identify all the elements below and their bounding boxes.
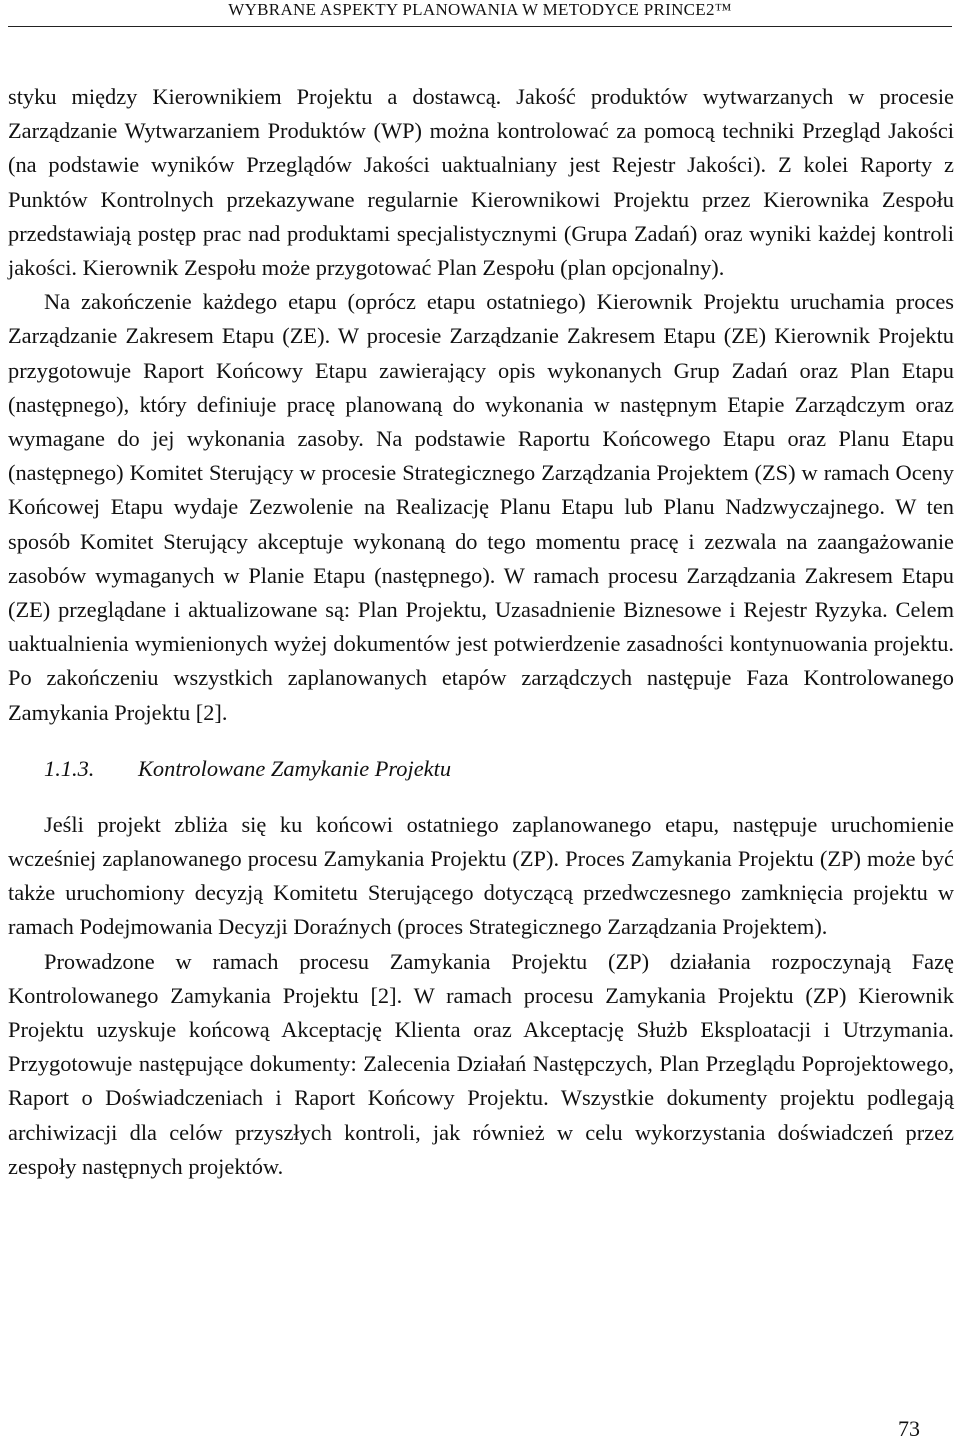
running-header: WYBRANE ASPEKTY PLANOWANIA W METODYCE PRINCE2™ [228, 0, 732, 19]
section-number: 1.1.3. [44, 755, 95, 781]
header-rule [8, 26, 952, 27]
body-text [8, 80, 954, 1184]
section-title: Kontrolowane Zamykanie Projektu [138, 755, 452, 781]
paragraph: Prowadzone w ramach procesu Zamykania Projektu (ZP) działania rozpoczynają Fazę Kontrolowanego Zamykania Projektu [2]. W ramach procesu Zamykania Projektu (ZP) Kierownik Projektu uzyskuje końcową Akceptację Klienta oraz Akceptację Służb Eksploatacji i Utrzymania. Przygotowuje następujące dokumenty: Zalecenia Działań Następczych, Plan Przeglądu Poprojektowego, Raport o Doświadczeniach i Raport Końcowy Projektu. Wszystkie dokumenty projektu podlegają archiwizacji dla celów przyszłych kontroli, jak również w celu wykorzystania doświadczeń przez zespoły następnych projektów. [8, 948, 954, 1179]
section-heading [44, 752, 954, 786]
paragraph-continued: styku między Kierownikiem Projektu a dostawcą. Jakość produktów wytwarzanych w procesie Zarządzanie Wytwarzaniem Produktów (WP) można kontrolować za pomocą techniki Przegląd Jakości (na podstawie wyników Przeglądów Jakości uaktualniany jest Rejestr Jakości). Z kolei Raporty z Punktów Kontrolnych przekazywane regularnie Kierownikowi Projektu przez Kierownika Zespołu przedstawiają postęp prac nad produktami specjalistycznymi (Grupa Zadań) oraz wyniki każdej kontroli jakości. Kierownik Zespołu może przygotować Plan Zespołu (plan opcjonalny). [8, 84, 954, 281]
paragraph: Na zakończenie każdego etapu (oprócz etapu ostatniego) Kierownik Projektu uruchamia proces Zarządzanie Zakresem Etapu (ZE). W procesie Zarządzanie Zakresem Etapu (ZE) Kierownik Projektu przygotowuje Raport Końcowy Etapu zawierający opis wykonanych Grup Zadań oraz Plan Etapu (następnego), który definiuje pracę planowaną do wykonania w następnym Etapie Zarządczym oraz wymagane do jej wykonania zasoby. Na podstawie Raportu Końcowego Etapu oraz Planu Etapu (następnego) Komitet Sterujący w procesie Strategicznego Zarządzania Projektem (ZS) w ramach Oceny Końcowej Etapu wydaje Zezwolenie na Realizację Planu Etapu lub Planu Nadzwyczajnego. W ten sposób Komitet Sterujący akceptuje wykonaną do tego momentu pracę i zezwala na zaangażowanie zasobów wymaganych w Planie Etapu (następnego). W ramach procesu Zarządzania Zakresem Etapu (ZE) przeglądane i aktualizowane są: Plan Projektu, Uzasadnienie Biznesowe i Rejestr Ryzyka. Celem uaktualnienia wymienionych wyżej dokumentów jest potwierdzenie zasadności kontynuowania projektu. Po zakończeniu wszystkich zaplanowanych etapów zarządczych następuje Faza Kontrolowanego Zamykania Projektu [2]. [8, 289, 954, 725]
page-number: 73 [898, 1416, 920, 1441]
paragraph: Jeśli projekt zbliża się ku końcowi ostatniego zaplanowanego etapu, następuje uruchomienie wcześniej zaplanowanego procesu Zamykania Projektu (ZP). Proces Zamykania Projektu (ZP) może być także uruchomiony decyzją Komitetu Sterującego dotyczącą przedwczesnego zamknięcia projektu w ramach Podejmowania Decyzji Doraźnych (proces Strategicznego Zarządzania Projektem). [8, 811, 954, 940]
